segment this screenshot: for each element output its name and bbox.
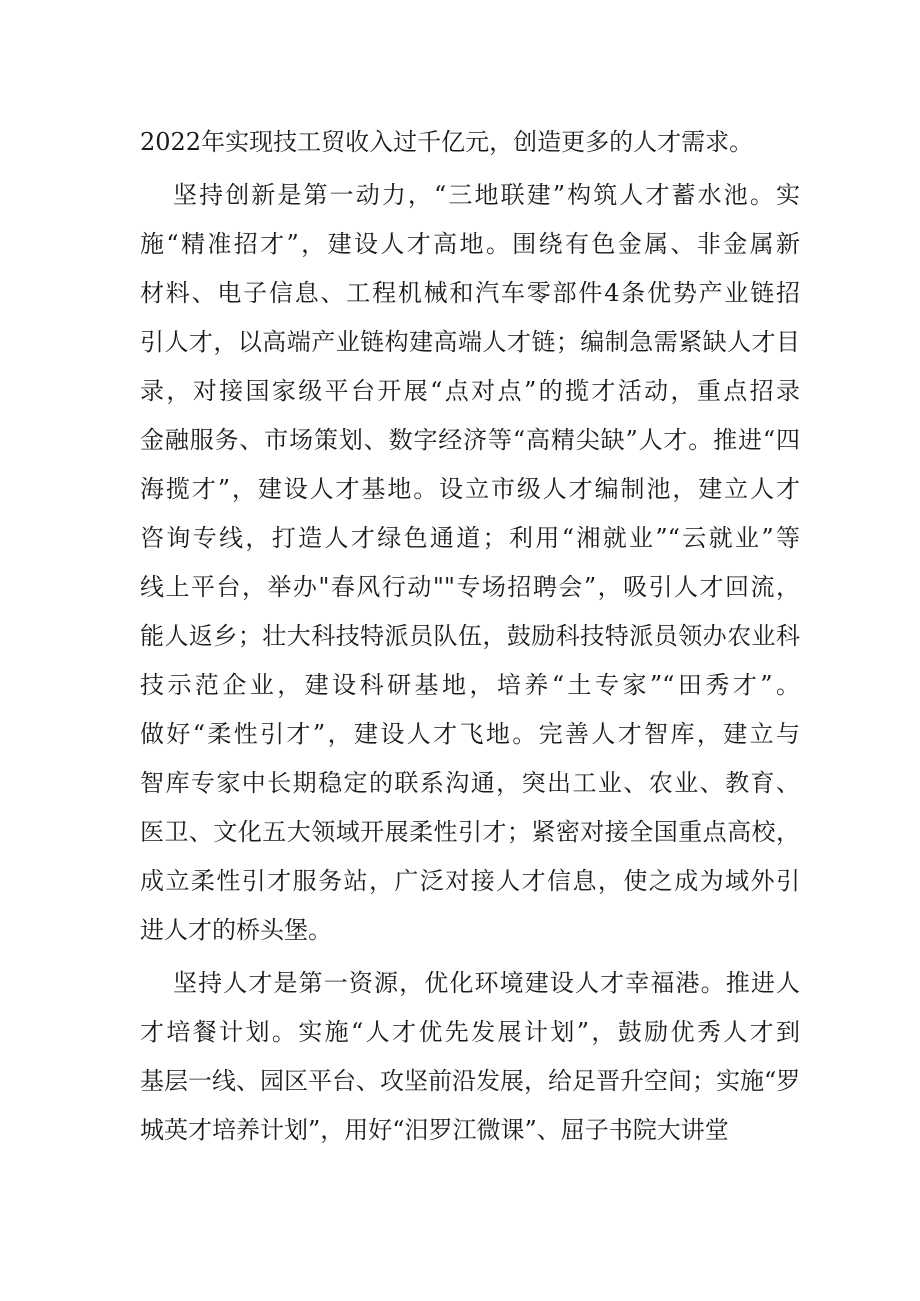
text-line: 医卫、文化五大领域开展柔性引才；紧密对接全国重点高校， bbox=[140, 818, 800, 846]
text-line: 城英才培养计划”，用好“汨罗江微课”、屈子书院大讲堂 bbox=[140, 1116, 729, 1144]
text-line: 基层一线、园区平台、攻坚前沿发展，给足晋升空间；实施“罗 bbox=[140, 1067, 800, 1095]
paragraph bbox=[140, 118, 800, 167]
document-body bbox=[140, 118, 800, 1155]
text-line: 施“精准招才”，建设人才高地。围绕有色金属、非金属新 bbox=[140, 230, 800, 258]
text-line: 材料、电子信息、工程机械和汽车零部件4条优势产业链招 bbox=[140, 279, 800, 307]
text-line: 能人返乡；壮大科技特派员队伍，鼓励科技特派员领办农业科 bbox=[140, 622, 800, 650]
text-line: 技示范企业，建设科研基地，培养“土专家”“田秀才”。 bbox=[140, 671, 800, 699]
text-line: 录，对接国家级平台开展“点对点”的揽才活动，重点招录 bbox=[140, 377, 800, 405]
text-line: 做好“柔性引才”，建设人才飞地。完善人才智库，建立与 bbox=[140, 720, 800, 748]
text-line: 2022年实现技工贸收入过千亿元，创造更多的人才需求。 bbox=[140, 128, 754, 156]
text-line: 金融服务、市场策划、数字经济等“高精尖缺”人才。推进“四 bbox=[140, 426, 800, 454]
text-line: 线上平台，举办"春风行动""专场招聘会”，吸引人才回流， bbox=[140, 573, 800, 601]
text-line: 进人才的桥头堡。 bbox=[140, 916, 332, 944]
text-line: 海揽才”，建设人才基地。设立市级人才编制池，建立人才 bbox=[140, 475, 800, 503]
text-line: 坚持创新是第一动力，“三地联建”构筑人才蓄水池。实 bbox=[173, 181, 800, 209]
paragraph bbox=[140, 959, 800, 1155]
paragraph bbox=[140, 171, 800, 955]
text-line: 引人才，以高端产业链构建高端人才链；编制急需紧缺人才目 bbox=[140, 328, 800, 356]
text-line: 智库专家中长期稳定的联系沟通，突出工业、农业、教育、 bbox=[140, 769, 800, 797]
text-line: 坚持人才是第一资源，优化环境建设人才幸福港。推进人 bbox=[173, 969, 800, 997]
text-line: 咨询专线，打造人才绿色通道；利用“湘就业”“云就业”等 bbox=[140, 524, 800, 552]
text-line: 成立柔性引才服务站，广泛对接人才信息，使之成为域外引 bbox=[140, 867, 800, 895]
text-line: 才培餐计划。实施“人才优先发展计划”，鼓励优秀人才到 bbox=[140, 1018, 800, 1046]
